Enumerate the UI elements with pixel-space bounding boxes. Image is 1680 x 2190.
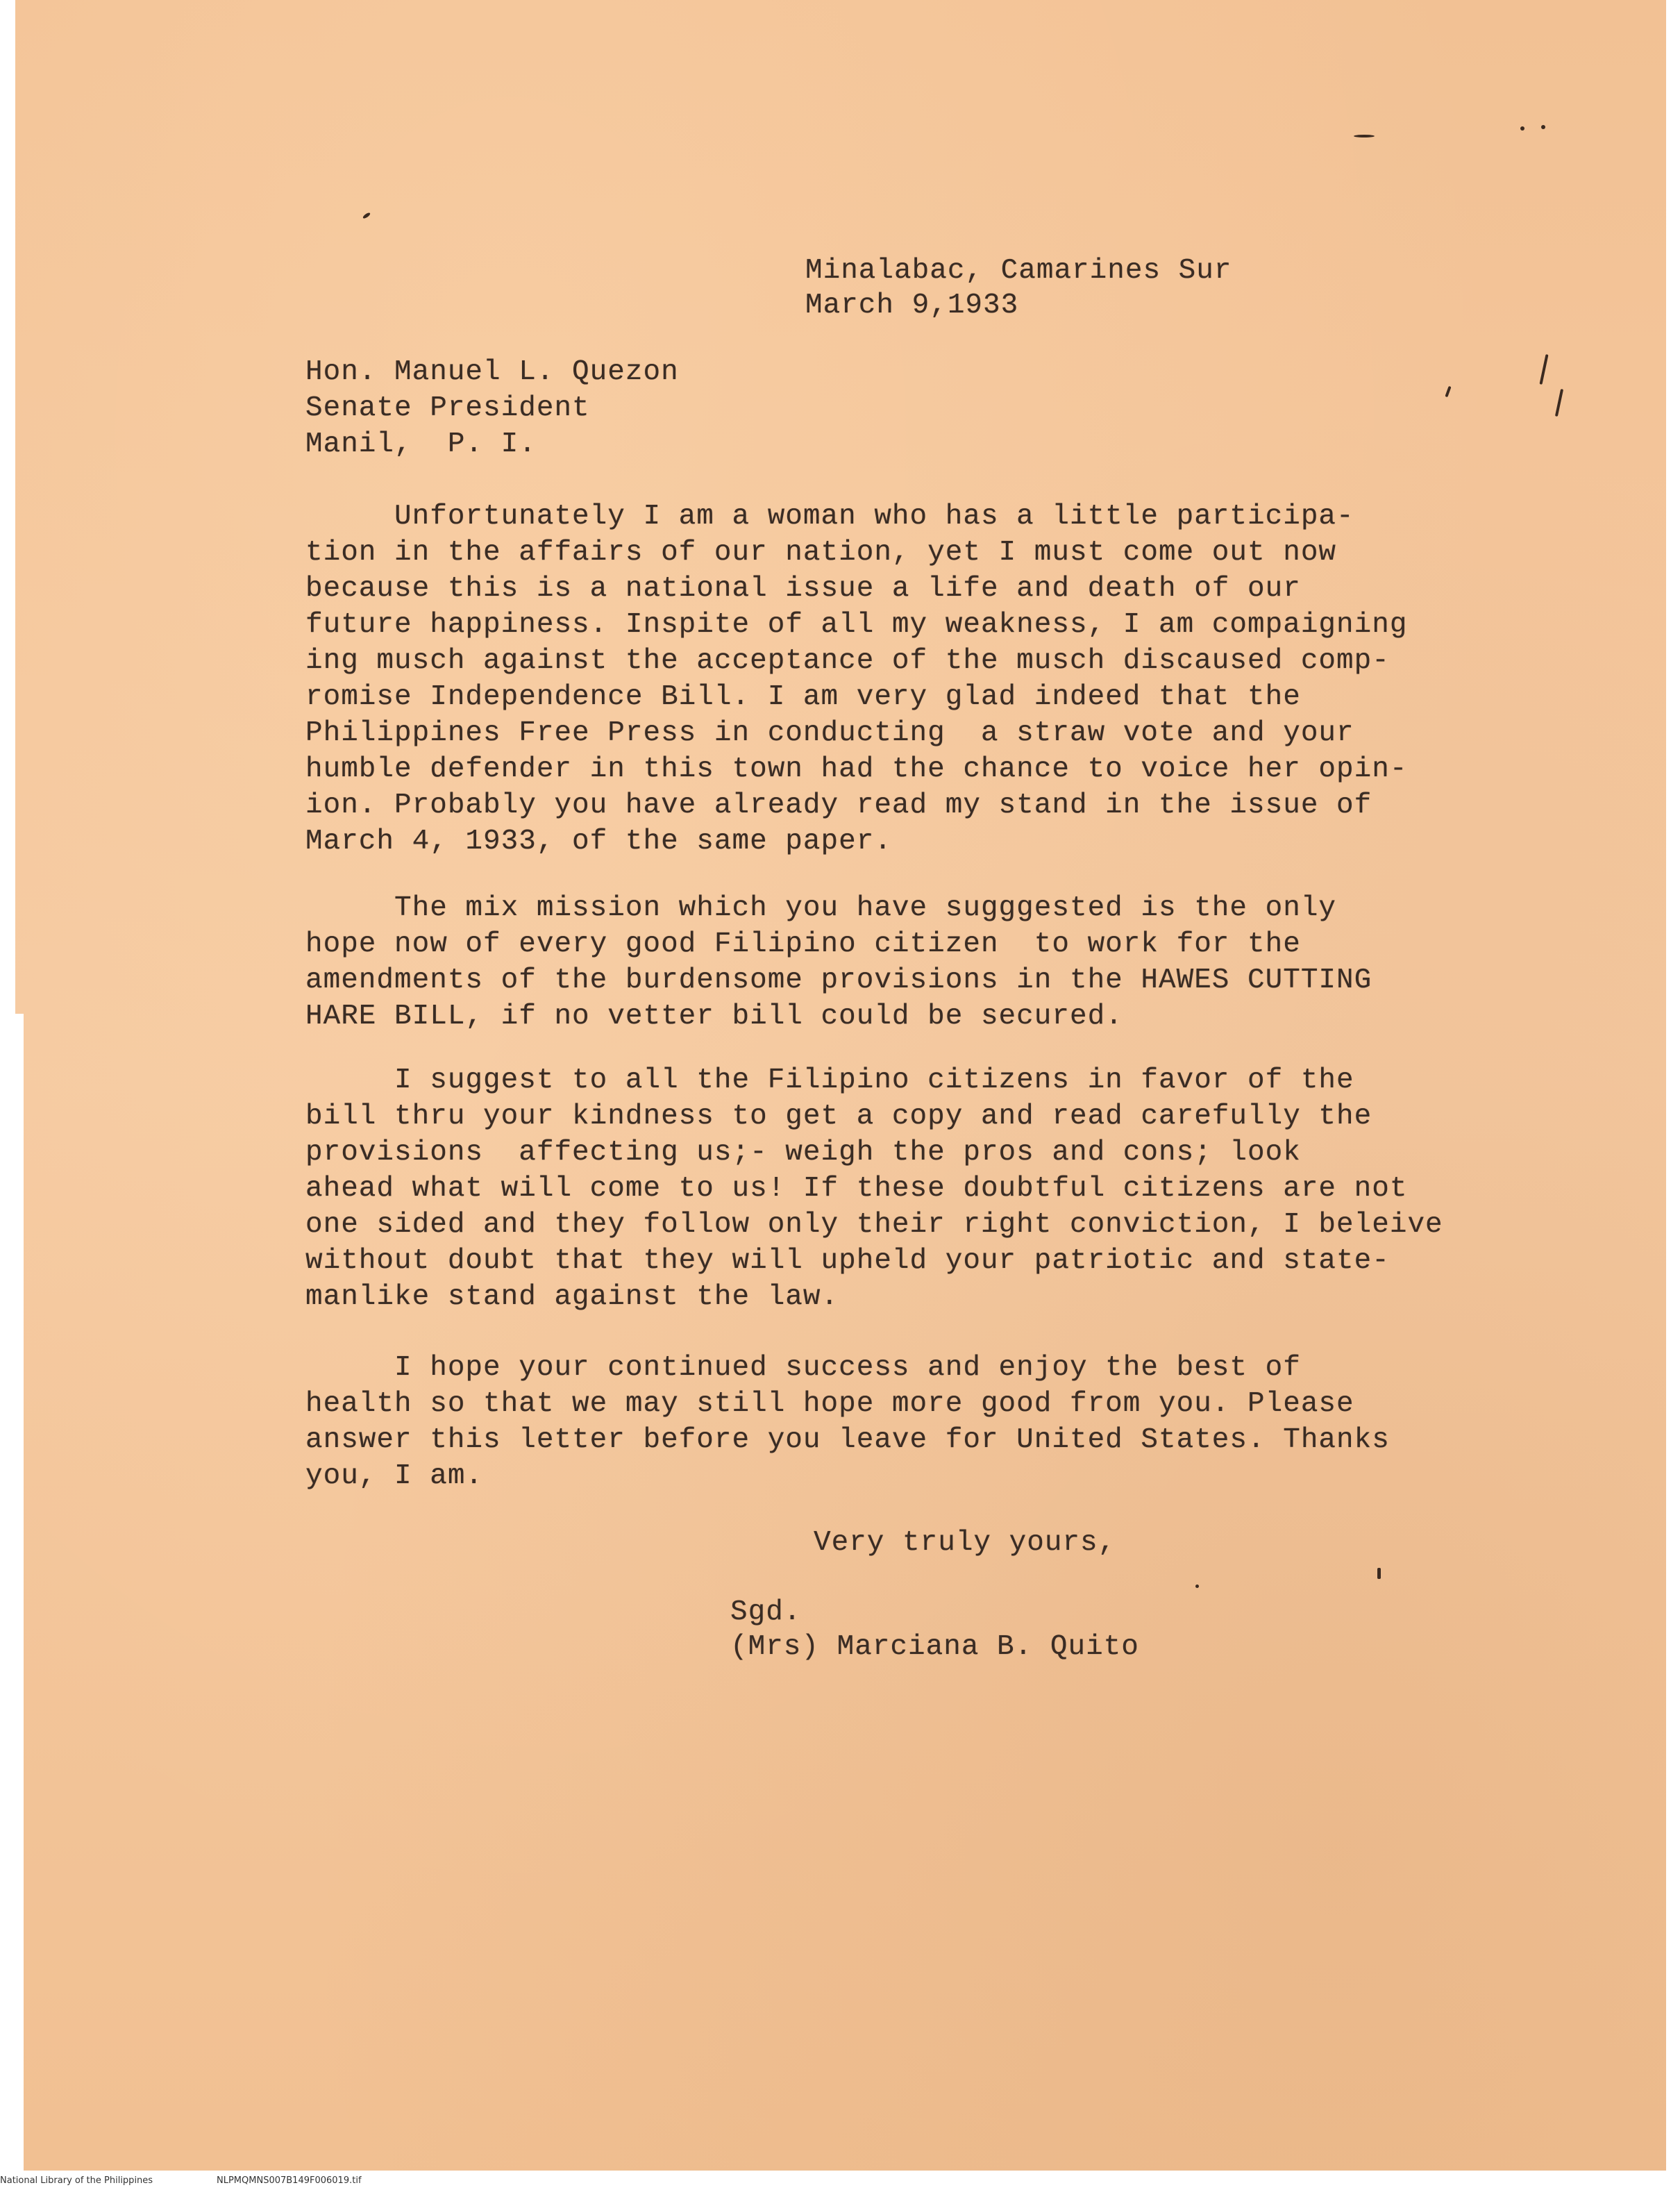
ink-speck	[1539, 354, 1548, 385]
paragraph-line: hope now of every good Filipino citizen to work for the	[305, 928, 1301, 960]
letter-place: Minalabac, Camarines Sur	[805, 255, 1232, 287]
file-id-label: NLPMQMNS007B149F006019.tif	[217, 2175, 362, 2186]
ink-speck	[1195, 1585, 1199, 1588]
paragraph-line: HARE BILL, if no vetter bill could be secured.	[305, 1001, 1123, 1033]
ink-speck	[1377, 1568, 1381, 1579]
ink-speck	[362, 212, 371, 219]
letter-paper	[15, 0, 1666, 2171]
paragraph-line: The mix mission which you have sugggested is the only	[305, 892, 1337, 924]
letter-date: March 9,1933	[805, 290, 1019, 321]
paragraph-line: March 4, 1933, of the same paper.	[305, 826, 892, 858]
paragraph-line: without doubt that they will upheld your patriotic and state-	[305, 1245, 1390, 1277]
body-paragraph-4	[305, 1350, 1390, 1494]
paragraph-line: answer this letter before you leave for United States. Thanks	[305, 1424, 1390, 1456]
signature-mark: Sgd.	[730, 1596, 802, 1628]
paragraph-line: ing musch against the acceptance of the musch discaused comp-	[305, 645, 1390, 677]
paragraph-line: ion. Probably you have already read my stand in the issue of	[305, 789, 1372, 821]
paragraph-line: one sided and they follow only their right conviction, I beleive	[305, 1209, 1443, 1241]
body-paragraph-3	[305, 1062, 1443, 1315]
paragraph-line: tion in the affairs of our nation, yet I must come out now	[305, 537, 1337, 569]
paragraph-line: health so that we may still hope more good from you. Please	[305, 1388, 1354, 1420]
ink-speck	[1354, 135, 1375, 137]
paragraph-line: ahead what will come to us! If these doubtful citizens are not	[305, 1173, 1408, 1205]
paragraph-line: manlike stand against the law.	[305, 1281, 839, 1313]
paragraph-line: romise Independence Bill. I am very glad indeed that the	[305, 681, 1301, 713]
paragraph-line: humble defender in this town had the chance to voice her opin-	[305, 753, 1408, 785]
ink-speck	[1541, 125, 1545, 129]
paragraph-line: I hope your continued success and enjoy the best of	[305, 1352, 1301, 1384]
paragraph-line: because this is a national issue a life and death of our	[305, 573, 1301, 605]
paragraph-line: Unfortunately I am a woman who has a little participa-	[305, 501, 1354, 533]
addressee-name: Hon. Manuel L. Quezon	[305, 356, 679, 388]
ink-speck	[1555, 389, 1563, 417]
ink-speck	[1445, 386, 1451, 397]
institution-label: National Library of the Philippines	[0, 2175, 153, 2186]
addressee-title: Senate President	[305, 392, 590, 424]
paragraph-line: provisions affecting us;- weigh the pros and cons; look	[305, 1137, 1301, 1169]
closing-salutation: Very truly yours,	[814, 1527, 1116, 1559]
signatory-name: (Mrs) Marciana B. Quito	[730, 1631, 1139, 1663]
addressee-location: Manil, P. I.	[305, 428, 537, 460]
paragraph-line: amendments of the burdensome provisions in the HAWES CUTTING	[305, 964, 1372, 996]
page-edge-notch	[0, 1014, 24, 2171]
body-paragraph-2	[305, 890, 1372, 1035]
paragraph-line: Philippines Free Press in conducting a straw vote and your	[305, 717, 1354, 749]
paragraph-line: future happiness. Inspite of all my weakness, I am compaigning	[305, 609, 1408, 641]
paragraph-line: I suggest to all the Filipino citizens in favor of the	[305, 1064, 1354, 1096]
body-paragraph-1	[305, 499, 1407, 860]
paragraph-line: bill thru your kindness to get a copy and read carefully the	[305, 1101, 1372, 1132]
ink-speck	[1520, 126, 1524, 131]
paragraph-line: you, I am.	[305, 1460, 484, 1492]
